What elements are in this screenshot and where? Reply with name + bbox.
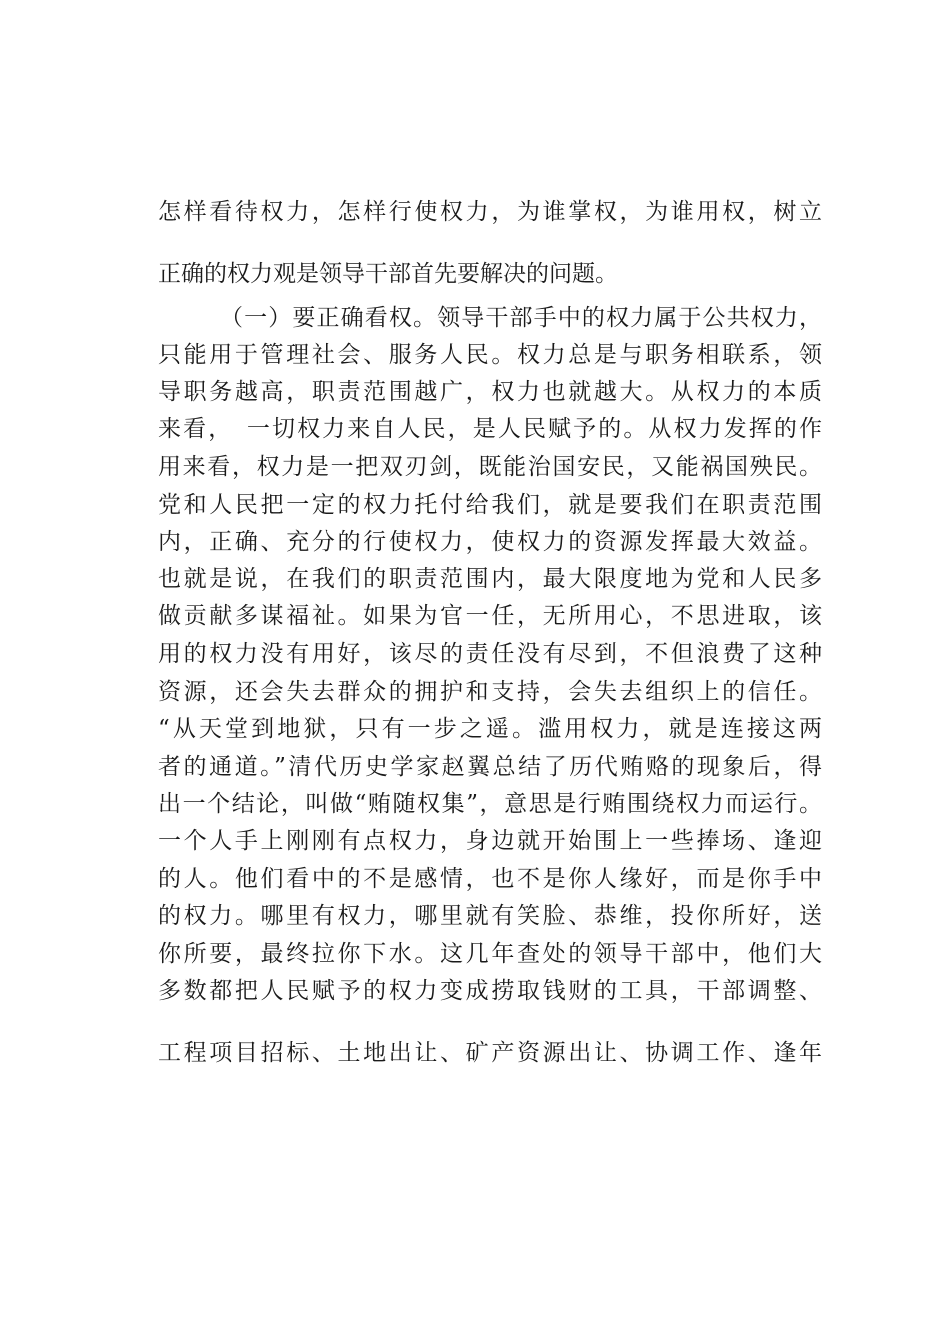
- text-line: 内，正确、充分的行使权力，使权力的资源发挥最大效益。: [158, 529, 822, 555]
- text-line: 资源，还会失去群众的拥护和支持，会失去组织上的信任。: [158, 679, 822, 705]
- text-line: 只能用于管理社会、服务人民。权力总是与职务相联系，领: [158, 342, 822, 368]
- text-line: 者的通道。”清代历史学家赵翼总结了历代贿赂的现象后，得: [158, 754, 822, 780]
- text-line: 多数都把人民赋予的权力变成捞取钱财的工具，干部调整、: [158, 978, 822, 1004]
- text-line: “从天堂到地狱，只有一步之遥。滥用权力，就是连接这两: [158, 716, 822, 742]
- text-line: 用来看，权力是一把双刃剑，既能治国安民，又能祸国殃民。: [158, 454, 822, 480]
- text-line: 导职务越高，职责范围越广，权力也就越大。从权力的本质: [158, 379, 822, 405]
- text-line: 来看， 一切权力来自人民，是人民赋予的。从权力发挥的作: [158, 416, 822, 442]
- text-line: 做贡献多谋福祉。如果为官一任，无所用心，不思进取，该: [158, 603, 822, 629]
- text-line: 用的权力没有用好，该尽的责任没有尽到，不但浪费了这种: [158, 641, 822, 667]
- text-line: 一个人手上刚刚有点权力，身边就开始围上一些捧场、逢迎: [158, 828, 822, 854]
- text-line: 工程项目招标、土地出让、矿产资源出让、协调工作、逢年: [158, 1040, 822, 1066]
- text-line: （一）要正确看权。领导干部手中的权力属于公共权力，: [220, 305, 822, 331]
- text-line: 出一个结论，叫做“贿随权集”，意思是行贿围绕权力而运行。: [158, 791, 822, 817]
- text-line: 的人。他们看中的不是感情，也不是你人缘好，而是你手中: [158, 866, 822, 892]
- text-line: 你所要，最终拉你下水。这几年查处的领导干部中，他们大: [158, 941, 822, 967]
- text-line: 党和人民把一定的权力托付给我们，就是要我们在职责范围: [158, 492, 822, 518]
- text-line: 怎样看待权力，怎样行使权力，为谁掌权，为谁用权，树立: [158, 199, 822, 225]
- text-line: 正确的权力观是领导干部首先要解决的问题。: [158, 261, 618, 287]
- text-line: 也就是说，在我们的职责范围内，最大限度地为党和人民多: [158, 566, 822, 592]
- text-line: 的权力。哪里有权力，哪里就有笑脸、恭维，投你所好，送: [158, 903, 822, 929]
